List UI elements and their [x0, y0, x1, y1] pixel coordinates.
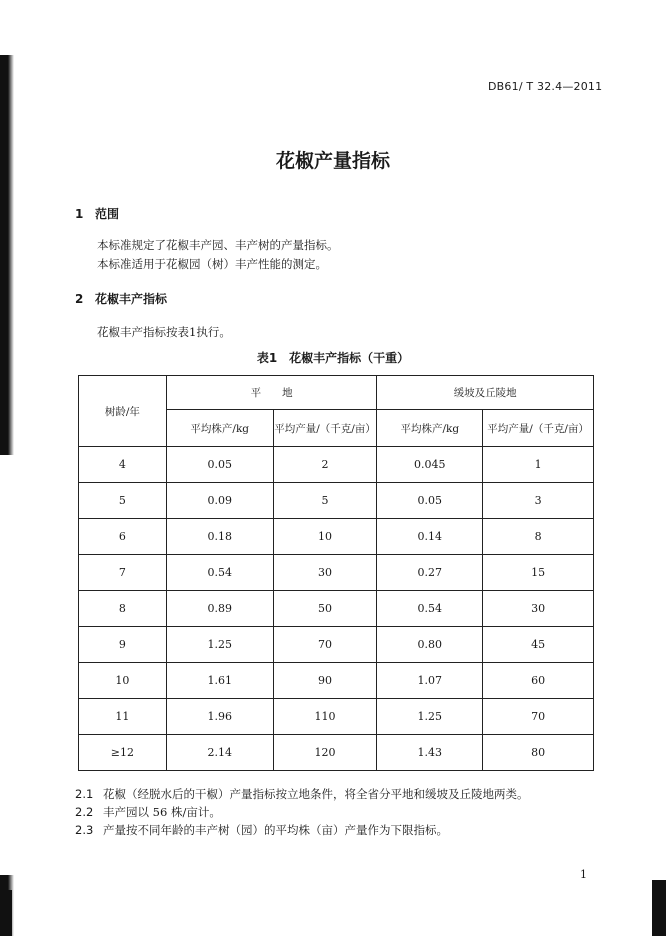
note-text: 产量按不同年龄的丰产树（园）的平均株（亩）产量作为下限指标。: [103, 823, 448, 837]
column-header: 平均株产/kg: [377, 410, 483, 447]
table-row: [79, 591, 594, 627]
table-cell: 2: [273, 447, 377, 483]
table-cell: 15: [483, 555, 594, 591]
table-cell: 1.61: [166, 663, 273, 699]
table-row: [79, 519, 594, 555]
note-2-1: [75, 786, 529, 802]
table-cell: 70: [273, 627, 377, 663]
table-cell: 0.27: [377, 555, 483, 591]
table-cell: 0.05: [377, 483, 483, 519]
table-cell: 50: [273, 591, 377, 627]
table-cell: 70: [483, 699, 594, 735]
table-cell: 11: [79, 699, 167, 735]
table-row: [79, 627, 594, 663]
note-number: 2.2: [75, 805, 94, 819]
note-number: 2.3: [75, 823, 94, 837]
scan-edge-bottom-left: [4, 890, 12, 936]
table-cell: 0.14: [377, 519, 483, 555]
table-cell: 0.18: [166, 519, 273, 555]
note-2-3: [75, 822, 448, 838]
table-cell: 8: [483, 519, 594, 555]
table-cell: 9: [79, 627, 167, 663]
table-cell: ≥12: [79, 735, 167, 771]
table-cell: 7: [79, 555, 167, 591]
table-cell: 1.43: [377, 735, 483, 771]
page-number: 1: [580, 868, 587, 881]
table-cell: 30: [273, 555, 377, 591]
table-cell: 1: [483, 447, 594, 483]
table-cell: 10: [273, 519, 377, 555]
table-row: [79, 483, 594, 519]
column-header-tree-age: 树龄/年: [79, 376, 167, 447]
table-cell: 80: [483, 735, 594, 771]
table-cell: 4: [79, 447, 167, 483]
section-title: 范围: [95, 207, 120, 221]
table-cell: 110: [273, 699, 377, 735]
table-cell: 3: [483, 483, 594, 519]
table-cell: 10: [79, 663, 167, 699]
section-title: 花椒丰产指标: [95, 292, 168, 306]
table-cell: 0.89: [166, 591, 273, 627]
table-row: [79, 447, 594, 483]
table-cell: 6: [79, 519, 167, 555]
table-cell: 5: [79, 483, 167, 519]
table-cell: 8: [79, 591, 167, 627]
standard-code: DB61/ T 32.4—2011: [488, 80, 603, 93]
scan-edge-mask-top: [0, 0, 20, 55]
note-number: 2.1: [75, 787, 94, 801]
column-group-slope-hill: 缓坡及丘陵地: [377, 376, 594, 410]
scan-edge-mask-middle: [0, 455, 14, 875]
table-cell: 30: [483, 591, 594, 627]
table-cell: 45: [483, 627, 594, 663]
table-cell: 0.54: [377, 591, 483, 627]
table-row: [79, 699, 594, 735]
table-caption: 表1 花椒丰产指标（干重）: [256, 351, 410, 365]
table-cell: 5: [273, 483, 377, 519]
yield-table: [78, 375, 594, 771]
table-cell: 90: [273, 663, 377, 699]
section-heading-indicators: [75, 290, 167, 307]
note-text: 丰产园以 56 株/亩计。: [103, 805, 221, 819]
paragraph: 本标准适用于花椒园（树）丰产性能的测定。: [97, 257, 327, 271]
table-row: [79, 555, 594, 591]
table-cell: 1.96: [166, 699, 273, 735]
table-cell: 0.045: [377, 447, 483, 483]
table-row: [79, 735, 594, 771]
table-cell: 2.14: [166, 735, 273, 771]
table-cell: 1.25: [377, 699, 483, 735]
note-2-2: [75, 804, 221, 820]
table-header-row: [79, 376, 594, 410]
paragraph: 花椒丰产指标按表1执行。: [97, 325, 231, 339]
table-cell: 0.80: [377, 627, 483, 663]
section-number: 1: [75, 207, 84, 221]
table-row: [79, 663, 594, 699]
column-header: 平均产量/（千克/亩）: [483, 410, 594, 447]
section-number: 2: [75, 292, 84, 306]
table-cell: 120: [273, 735, 377, 771]
paragraph: 本标准规定了花椒丰产园、丰产树的产量指标。: [97, 238, 339, 252]
scan-edge-bottom-right: [652, 880, 666, 936]
table-cell: 0.54: [166, 555, 273, 591]
document-title: 花椒产量指标: [275, 150, 390, 172]
table-cell: 0.09: [166, 483, 273, 519]
table-cell: 0.05: [166, 447, 273, 483]
table-cell: 1.25: [166, 627, 273, 663]
table-cell: 1.07: [377, 663, 483, 699]
column-header: 平均产量/（千克/亩）: [273, 410, 377, 447]
table-cell: 60: [483, 663, 594, 699]
column-header: 平均株产/kg: [166, 410, 273, 447]
section-heading-scope: [75, 205, 119, 222]
note-text: 花椒（经脱水后的干椒）产量指标按立地条件，将全省分平地和缓坡及丘陵地两类。: [103, 787, 529, 801]
column-group-flat-land: 平 地: [166, 376, 377, 410]
